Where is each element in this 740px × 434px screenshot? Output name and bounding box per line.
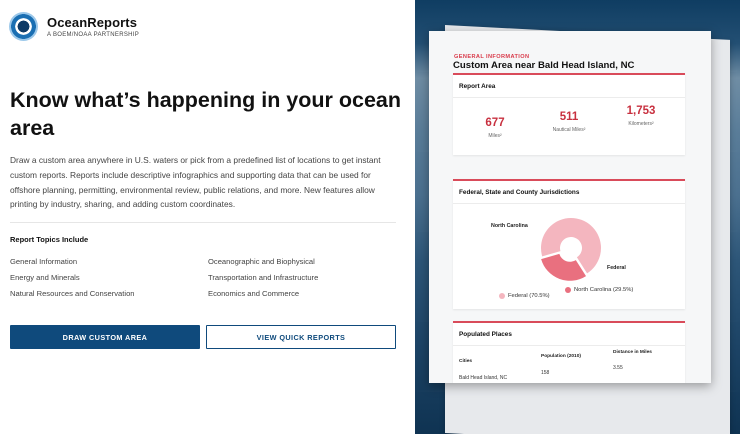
table-header: Distance in Miles [613,350,652,355]
topic-item: Economics and Commerce [208,289,300,298]
report-preview [429,31,711,383]
topic-item: General Information [10,257,78,266]
draw-custom-area-button[interactable]: DRAW CUSTOM AREA [10,325,200,349]
legend-swatch-federal [499,293,505,299]
stat-value: 677 [485,117,505,129]
card-title: Report Area [459,83,496,90]
topic-item: Natural Resources and Conservation [10,289,135,298]
legend-swatch-north-carolina [565,287,571,293]
page-description: Draw a custom area anywhere in U.S. waters or pick from a predefined list of locations to get instant custom reports. Reports include descriptive infographics and supporting data that can be used for offshore planning, permitting, environmental review, public relations, and more. New features allow printing by industry, sharing, and adding custom coordinates. [10,155,381,210]
view-quick-reports-button[interactable]: VIEW QUICK REPORTS [206,325,396,349]
stat-label: Nautical Miles² [552,127,586,133]
pie-label-north-carolina: North Carolina [491,223,528,229]
table-cell: 158 [541,370,550,376]
page-headline: Know what’s happening in your ocean area [10,88,402,140]
table-header: Population (2010) [541,354,581,359]
topics-title: Report Topics Include [10,235,89,244]
brand-logo[interactable] [9,12,139,41]
report-section-tag: GENERAL INFORMATION [454,54,530,60]
table-cell: Bald Head Island, NC [459,375,508,381]
brand-tagline: A BOEM/NOAA PARTNERSHIP [47,32,140,38]
pie-label-federal: Federal [607,265,626,271]
table-header: Cities [459,359,473,364]
stat-value: 511 [559,111,579,123]
topic-item: Transportation and Infrastructure [208,273,319,282]
divider [10,222,396,223]
topic-item: Oceanographic and Biophysical [208,257,315,266]
stat-label: Miles² [488,133,502,139]
report-area-card [453,73,685,155]
jurisdiction-card [453,179,685,309]
brand-name: OceanReports [47,15,138,30]
ocean-logo-icon [9,12,38,41]
legend-north-carolina: North Carolina (29.5%) [574,287,634,293]
card-title: Populated Places [459,331,512,338]
stat-value: 1,753 [626,105,656,117]
populated-places-card [453,321,685,383]
report-title: Custom Area near Bald Head Island, NC [453,60,635,71]
jurisdiction-pie-chart [536,213,606,283]
table-cell: 3.55 [613,365,623,371]
card-title: Federal, State and County Jurisdictions [459,189,580,196]
legend-federal: Federal (70.5%) [508,293,550,299]
stat-label: Kilometers² [628,121,654,127]
topic-item: Energy and Minerals [10,273,80,282]
